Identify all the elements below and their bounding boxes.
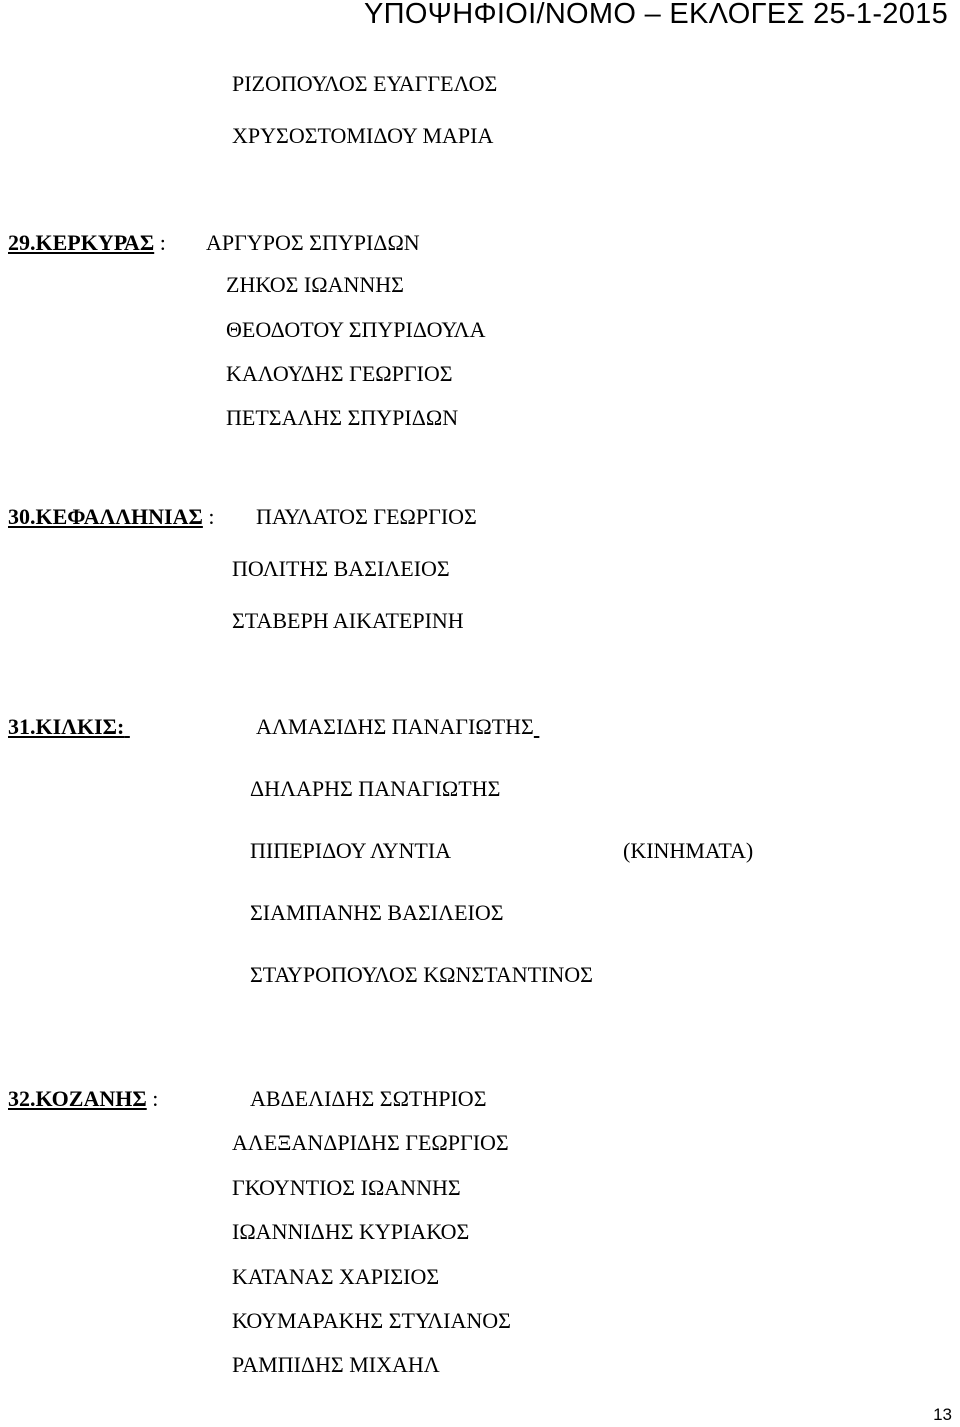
prefecture-heading: 31.ΚΙΛΚΙΣ:	[8, 714, 125, 739]
candidate-name: ΠΑΥΛΑΤΟΣ ΓΕΩΡΓΙΟΣ	[256, 504, 477, 529]
prefecture-heading: 30.ΚΕΦΑΛΛΗΝΙΑΣ :	[8, 504, 215, 529]
candidate-name: ΧΡΥΣΟΣΤΟΜΙΔΟΥ ΜΑΡΙΑ	[232, 123, 494, 148]
prefecture-heading: 29.ΚΕΡΚΥΡΑΣ :	[8, 230, 166, 255]
candidate-name: ΘΕΟΔΟΤΟΥ ΣΠΥΡΙΔΟΥΛΑ	[226, 317, 486, 342]
candidate-name: ΣΙΑΜΠΑΝΗΣ ΒΑΣΙΛΕΙΟΣ	[250, 900, 504, 925]
candidate-name: ΑΒΔΕΛΙΔΗΣ ΣΩΤΗΡΙΟΣ	[250, 1086, 487, 1111]
candidate-name: ΔΗΛΑΡΗΣ ΠΑΝΑΓΙΩΤΗΣ	[250, 776, 501, 801]
prefecture-name: ΚΕΡΚΥΡΑΣ	[35, 230, 155, 255]
candidate-name: ΚΑΤΑΝΑΣ ΧΑΡΙΣΙΟΣ	[232, 1264, 440, 1289]
candidate-name: ΙΩΑΝΝΙΔΗΣ ΚΥΡΙΑΚΟΣ	[232, 1219, 470, 1244]
candidate-name: ΚΑΛΟΥΔΗΣ ΓΕΩΡΓΙΟΣ	[226, 361, 453, 386]
prefecture-name: ΚΕΦΑΛΛΗΝΙΑΣ	[35, 504, 203, 529]
candidate-name: ΓΚΟΥΝΤΙΟΣ ΙΩΑΝΝΗΣ	[232, 1175, 461, 1200]
candidate-name: ΚΟΥΜΑΡΑΚΗΣ ΣΤΥΛΙΑΝΟΣ	[232, 1308, 511, 1333]
candidate-name: ΖΗΚΟΣ ΙΩΑΝΝΗΣ	[226, 272, 404, 297]
candidate-name: ΑΡΓΥΡΟΣ ΣΠΥΡΙΔΩΝ	[206, 230, 420, 255]
candidate-name: ΑΛΕΞΑΝΔΡΙΔΗΣ ΓΕΩΡΓΙΟΣ	[232, 1130, 509, 1155]
candidate-name: ΑΛΜΑΣΙΔΗΣ ΠΑΝΑΓΙΩΤΗΣ	[256, 714, 534, 739]
candidate-name: ΣΤΑΒΕΡΗ ΑΙΚΑΤΕΡΙΝΗ	[232, 608, 464, 633]
page-header-title: ΥΠΟΨΗΦΙΟΙ/ΝΟΜΟ – ΕΚΛΟΓΕΣ 25-1-2015	[363, 0, 948, 30]
candidate-name: ΠΕΤΣΑΛΗΣ ΣΠΥΡΙΔΩΝ	[226, 405, 459, 430]
candidate-name: ΡΙΖΟΠΟΥΛΟΣ ΕΥΑΓΓΕΛΟΣ	[232, 71, 498, 96]
candidate-name: ΠΟΛΙΤΗΣ ΒΑΣΙΛΕΙΟΣ	[232, 556, 450, 581]
candidate-name: ΠΙΠΕΡΙΔΟΥ ΛΥΝΤΙΑ	[250, 838, 452, 863]
party-note: (ΚΙΝΗΜΑΤΑ)	[623, 838, 754, 863]
candidate-name: ΣΤΑΥΡΟΠΟΥΛΟΣ ΚΩΝΣΤΑΝΤΙΝΟΣ	[250, 962, 593, 987]
prefecture-heading: 32.ΚΟΖΑΝΗΣ :	[8, 1086, 159, 1111]
prefecture-name: ΚΙΛΚΙΣ:	[35, 714, 125, 739]
prefecture-name: ΚΟΖΑΝΗΣ	[35, 1086, 147, 1111]
page-number: 13	[933, 1405, 952, 1424]
candidate-name: ΡΑΜΠΙΔΗΣ ΜΙΧΑΗΛ	[232, 1352, 440, 1377]
